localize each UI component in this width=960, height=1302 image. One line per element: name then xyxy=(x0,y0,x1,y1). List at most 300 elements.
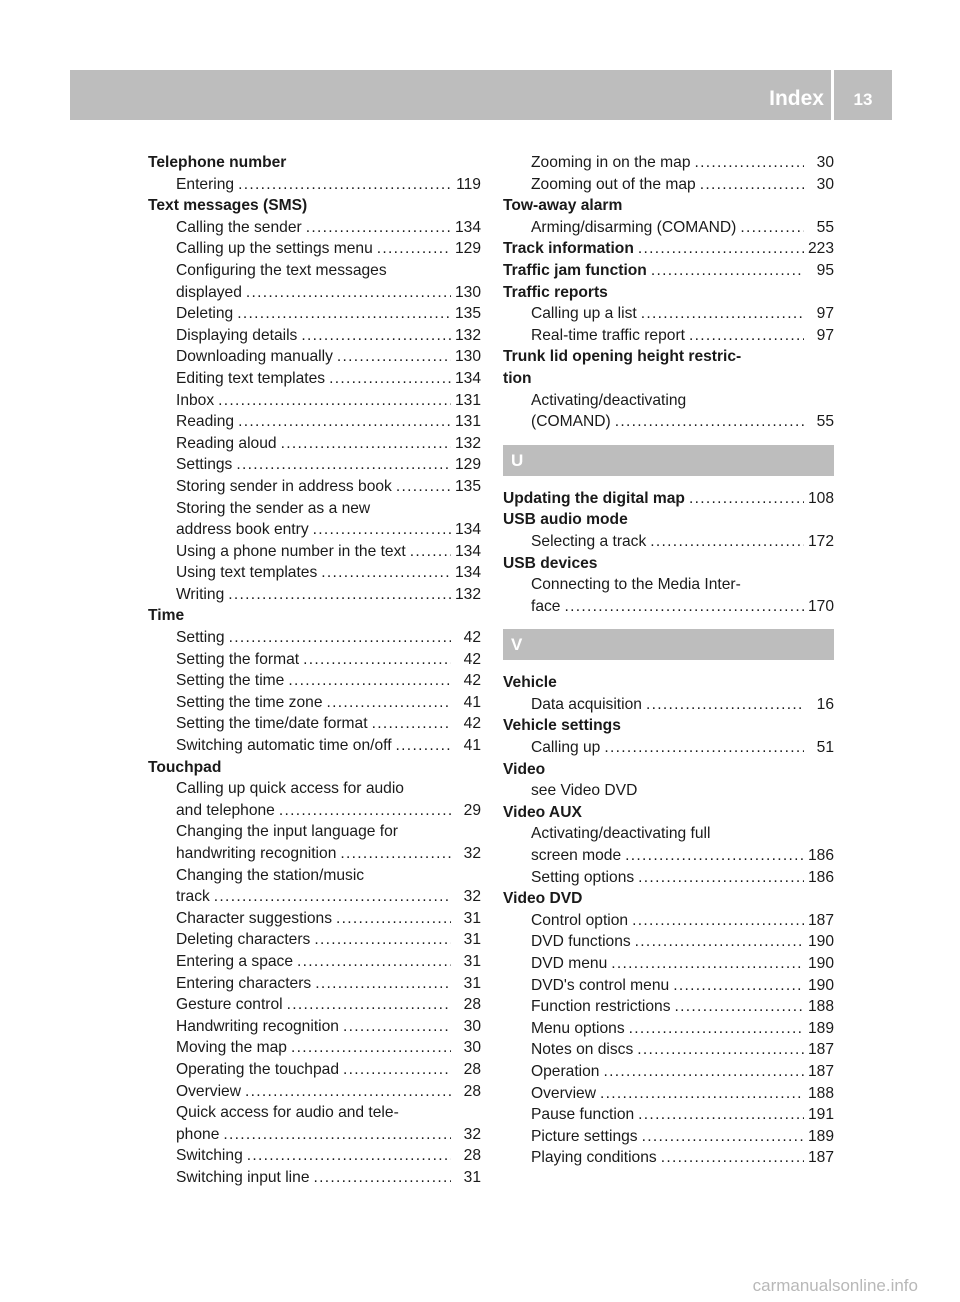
leader-dots xyxy=(313,519,451,541)
index-subentry xyxy=(503,910,834,932)
leader-dots xyxy=(689,325,804,347)
leader-dots xyxy=(611,953,804,975)
leader-dots xyxy=(638,238,804,260)
page-ref: 42 xyxy=(463,650,481,668)
index-entry xyxy=(148,757,481,779)
page-ref: 188 xyxy=(807,998,834,1016)
index-subentry xyxy=(503,217,834,239)
entry-text: (COMAND) xyxy=(531,413,611,431)
index-subentry xyxy=(148,433,481,455)
page-ref: 28 xyxy=(463,996,481,1014)
index-entry xyxy=(503,346,834,368)
entry-text: Entering a space xyxy=(176,952,294,970)
entry-text: Arming/disarming (COMAND) xyxy=(531,218,737,236)
entry-text: face xyxy=(531,597,561,615)
index-subentry xyxy=(148,1081,481,1103)
entry-text: see Video DVD xyxy=(531,782,638,800)
entry-text: Entering characters xyxy=(176,974,312,992)
page-ref: 187 xyxy=(807,1041,834,1059)
page-ref: 134 xyxy=(454,218,481,236)
leader-dots xyxy=(246,282,451,304)
leader-dots xyxy=(638,1104,804,1126)
index-subentry xyxy=(148,778,481,800)
index-subentry xyxy=(148,541,481,563)
leader-dots xyxy=(410,541,451,563)
section-spacer xyxy=(503,660,834,672)
entry-text: screen mode xyxy=(531,847,622,865)
index-subentry xyxy=(148,627,481,649)
leader-dots xyxy=(629,1018,804,1040)
entry-text: Storing the sender as a new xyxy=(176,499,371,517)
index-subentry xyxy=(148,843,481,865)
leader-dots xyxy=(281,433,451,455)
index-subentry xyxy=(148,411,481,433)
index-entry xyxy=(503,195,834,217)
page-ref: 134 xyxy=(454,564,481,582)
index-subentry xyxy=(148,1037,481,1059)
entry-text: Deleting characters xyxy=(176,931,311,949)
index-entry xyxy=(503,759,834,781)
leader-dots xyxy=(600,1083,804,1105)
entry-text: Video xyxy=(503,760,546,778)
entry-text: Switching input line xyxy=(176,1168,310,1186)
page-ref: 28 xyxy=(463,1147,481,1165)
entry-text: Real-time traffic report xyxy=(531,326,685,344)
index-subentry xyxy=(503,174,834,196)
index-entry xyxy=(148,195,481,217)
index-subentry xyxy=(148,800,481,822)
entry-text: Setting options xyxy=(531,868,635,886)
index-column-right xyxy=(503,152,834,1169)
page-ref: 132 xyxy=(454,434,481,452)
entry-text: USB audio mode xyxy=(503,511,628,529)
entry-text: DVD's control menu xyxy=(531,976,670,994)
section-spacer xyxy=(503,433,834,445)
index-subentry xyxy=(503,1039,834,1061)
index-subentry xyxy=(503,1083,834,1105)
page-ref: 30 xyxy=(463,1017,481,1035)
index-entry xyxy=(503,488,834,510)
page-ref: 55 xyxy=(816,218,834,236)
leader-dots xyxy=(615,411,804,433)
leader-dots xyxy=(314,929,451,951)
page-ref: 108 xyxy=(807,489,834,507)
index-subentry xyxy=(148,670,481,692)
section-spacer xyxy=(503,617,834,629)
index-subentry xyxy=(148,260,481,282)
entry-text: Track information xyxy=(503,240,634,258)
page-ref: 55 xyxy=(816,413,834,431)
entry-text: Calling up xyxy=(531,739,601,757)
entry-text: Time xyxy=(148,607,185,625)
entry-text: Character suggestions xyxy=(176,909,333,927)
entry-text: Changing the station/music xyxy=(176,866,365,884)
index-column-left xyxy=(148,152,481,1189)
entry-text: Video DVD xyxy=(503,890,583,908)
page-ref: 30 xyxy=(463,1039,481,1057)
entry-text: Updating the digital map xyxy=(503,489,685,507)
page-ref: 134 xyxy=(454,542,481,560)
entry-text: Data acquisition xyxy=(531,695,642,713)
entry-text: Calling up the settings menu xyxy=(176,240,373,258)
index-entry xyxy=(148,605,481,627)
index-subentry xyxy=(503,303,834,325)
index-subentry xyxy=(148,951,481,973)
page-ref: 134 xyxy=(454,521,481,539)
leader-dots xyxy=(303,649,451,671)
index-subentry xyxy=(148,692,481,714)
page-ref: 188 xyxy=(807,1084,834,1102)
index-subentry xyxy=(148,1167,481,1189)
page-ref: 223 xyxy=(807,240,834,258)
leader-dots xyxy=(301,325,451,347)
page-ref: 32 xyxy=(463,845,481,862)
entry-text: handwriting recognition xyxy=(176,845,337,862)
leader-dots xyxy=(642,1126,804,1148)
entry-text: Traffic reports xyxy=(503,283,608,301)
page-ref: 134 xyxy=(454,369,481,387)
leader-dots xyxy=(238,174,451,196)
entry-text: tion xyxy=(503,369,532,387)
leader-dots xyxy=(327,692,452,714)
page-ref: 130 xyxy=(454,283,481,301)
page-ref: 32 xyxy=(463,1125,481,1143)
entry-text: Vehicle xyxy=(503,674,557,692)
index-subentry xyxy=(148,454,481,476)
index-subentry xyxy=(148,238,481,260)
page-ref: 28 xyxy=(463,1060,481,1078)
entry-text: Telephone number xyxy=(148,154,287,171)
page-ref: 31 xyxy=(463,952,481,970)
leader-dots xyxy=(396,476,451,498)
leader-dots xyxy=(740,217,804,239)
page-ref: 186 xyxy=(807,868,834,886)
index-subentry xyxy=(503,411,834,433)
index-subentry xyxy=(148,562,481,584)
entry-text: Vehicle settings xyxy=(503,717,621,735)
entry-text: Overview xyxy=(176,1082,241,1100)
leader-dots xyxy=(343,1016,451,1038)
entry-text: Overview xyxy=(531,1084,596,1102)
entry-text: DVD functions xyxy=(531,933,631,951)
entry-text: Video AUX xyxy=(503,803,582,821)
leader-dots xyxy=(287,994,451,1016)
index-entry xyxy=(503,238,834,260)
entry-text: Writing xyxy=(176,585,225,603)
index-subentry xyxy=(503,325,834,347)
leader-dots xyxy=(377,238,451,260)
leader-dots xyxy=(689,488,804,510)
index-subentry xyxy=(148,1059,481,1081)
index-entry xyxy=(503,509,834,531)
index-subentry xyxy=(503,694,834,716)
index-subentry xyxy=(148,325,481,347)
entry-text: Moving the map xyxy=(176,1039,287,1057)
page-ref: 190 xyxy=(807,955,834,972)
leader-dots xyxy=(329,368,451,390)
page-ref: 135 xyxy=(454,305,481,323)
index-entry xyxy=(503,553,834,575)
leader-dots xyxy=(247,1145,451,1167)
entry-text: Playing conditions xyxy=(531,1149,657,1167)
index-subentry xyxy=(148,390,481,412)
page-ref: 30 xyxy=(816,175,834,193)
entry-text: Activating/deactivating full xyxy=(531,825,711,843)
entry-text: Switching xyxy=(176,1147,243,1165)
leader-dots xyxy=(229,627,451,649)
leader-dots xyxy=(228,584,451,606)
index-subentry xyxy=(503,1018,834,1040)
index-subentry xyxy=(148,1145,481,1167)
page-ref: 51 xyxy=(816,739,834,757)
index-subentry xyxy=(148,886,481,908)
page-ref: 41 xyxy=(463,693,481,711)
index-subentry xyxy=(148,303,481,325)
index-subentry xyxy=(148,713,481,735)
entry-text: Trunk lid opening height restric- xyxy=(503,348,742,366)
leader-dots xyxy=(372,713,451,735)
page-ref: 190 xyxy=(807,976,834,994)
leader-dots xyxy=(673,975,804,997)
leader-dots xyxy=(321,562,451,584)
leader-dots xyxy=(223,1124,451,1146)
index-subentry xyxy=(148,929,481,951)
index-subentry xyxy=(148,282,481,304)
entry-text: Entering xyxy=(176,175,235,193)
page-ref: 191 xyxy=(807,1106,834,1124)
index-subentry xyxy=(503,1126,834,1148)
page-ref: 187 xyxy=(807,1149,834,1167)
header-title: Index xyxy=(769,87,824,110)
page-ref: 172 xyxy=(807,532,834,550)
entry-text: Text messages (SMS) xyxy=(148,197,308,215)
leader-dots xyxy=(637,1039,804,1061)
entry-text: Activating/deactivating xyxy=(531,391,687,409)
entry-text: Editing text templates xyxy=(176,369,326,387)
index-subentry xyxy=(148,735,481,757)
entry-text: Deleting xyxy=(176,305,234,323)
page-ref: 132 xyxy=(454,585,481,603)
page-ref: 129 xyxy=(454,456,481,474)
leader-dots xyxy=(288,670,451,692)
entry-text: Using text templates xyxy=(176,564,318,582)
index-subentry xyxy=(148,519,481,541)
index-subentry xyxy=(148,821,481,843)
leader-dots xyxy=(700,174,804,196)
section-spacer xyxy=(503,476,834,488)
leader-dots xyxy=(625,845,804,867)
leader-dots xyxy=(237,303,451,325)
index-subentry xyxy=(503,596,834,618)
leader-dots xyxy=(646,694,804,716)
entry-text: track xyxy=(176,888,210,906)
leader-dots xyxy=(635,931,804,953)
page-ref: 189 xyxy=(807,1019,834,1037)
page-ref: 132 xyxy=(454,326,481,344)
leader-dots xyxy=(641,303,804,325)
entry-text: Displaying details xyxy=(176,326,298,344)
entry-text: Changing the input language for xyxy=(176,823,398,841)
leader-dots xyxy=(291,1037,451,1059)
leader-dots xyxy=(651,260,804,282)
index-subentry xyxy=(148,1124,481,1146)
index-subentry xyxy=(148,908,481,930)
page-ref: 41 xyxy=(463,737,481,755)
index-subentry xyxy=(503,1104,834,1126)
entry-text: Zooming out of the map xyxy=(531,175,696,193)
page-ref: 31 xyxy=(463,931,481,949)
entry-text: Setting the time xyxy=(176,672,285,690)
entry-text: Traffic jam function xyxy=(503,261,647,279)
page-ref: 31 xyxy=(463,909,481,927)
page-ref: 130 xyxy=(454,348,481,366)
index-subentry xyxy=(148,1102,481,1124)
index-entry xyxy=(148,152,481,174)
page-ref: 31 xyxy=(463,1168,481,1186)
entry-text: Downloading manually xyxy=(176,348,333,366)
leader-dots xyxy=(396,735,451,757)
entry-text: Configuring the text messages xyxy=(176,261,387,279)
section-header: U xyxy=(503,445,834,476)
entry-text: Calling up quick access for audio xyxy=(176,780,404,798)
entry-text: Switching automatic time on/off xyxy=(176,737,392,755)
leader-dots xyxy=(661,1147,804,1169)
leader-dots xyxy=(236,454,451,476)
entry-text: Using a phone number in the text xyxy=(176,542,406,560)
entry-text: and telephone xyxy=(176,801,275,819)
page-ref: 16 xyxy=(816,695,834,713)
page-ref: 187 xyxy=(807,911,834,929)
entry-text: Setting the time zone xyxy=(176,693,323,711)
leader-dots xyxy=(315,973,451,995)
index-subentry xyxy=(148,346,481,368)
page-ref: 131 xyxy=(454,413,481,431)
page-ref: 28 xyxy=(463,1082,481,1100)
page-ref: 32 xyxy=(463,888,481,906)
entry-text: address book entry xyxy=(176,521,309,539)
entry-text: Handwriting recognition xyxy=(176,1017,339,1035)
index-subentry xyxy=(503,737,834,759)
index-subentry xyxy=(148,217,481,239)
section-header: V xyxy=(503,629,834,660)
index-subentry xyxy=(503,1147,834,1169)
index-subentry xyxy=(148,994,481,1016)
page-ref: 187 xyxy=(807,1062,834,1080)
entry-text: Setting xyxy=(176,629,225,647)
index-subentry xyxy=(148,498,481,520)
index-entry xyxy=(503,672,834,694)
index-entry xyxy=(503,260,834,282)
leader-dots xyxy=(632,910,804,932)
index-subentry xyxy=(148,1016,481,1038)
leader-dots xyxy=(245,1081,451,1103)
entry-text: Menu options xyxy=(531,1019,625,1037)
leader-dots xyxy=(297,951,451,973)
page-ref: 170 xyxy=(807,597,834,615)
entry-text: Reading xyxy=(176,413,235,431)
index-subentry xyxy=(503,574,834,596)
entry-text: Touchpad xyxy=(148,758,222,776)
entry-text: Setting the time/date format xyxy=(176,715,368,733)
index-subentry xyxy=(503,152,834,174)
entry-text: Selecting a track xyxy=(531,532,647,550)
entry-text: Notes on discs xyxy=(531,1041,634,1059)
leader-dots xyxy=(650,531,804,553)
page-ref: 42 xyxy=(463,715,481,733)
index-subentry xyxy=(503,1061,834,1083)
entry-text: Function restrictions xyxy=(531,998,671,1016)
entry-text: Quick access for audio and tele- xyxy=(176,1104,399,1122)
index-subentry xyxy=(148,584,481,606)
entry-text: Pause function xyxy=(531,1106,635,1124)
entry-text: Operation xyxy=(531,1062,600,1080)
entry-text: Setting the format xyxy=(176,650,300,668)
entry-text: Reading aloud xyxy=(176,434,277,452)
index-subentry xyxy=(503,390,834,412)
leader-dots xyxy=(314,1167,452,1189)
index-entry xyxy=(503,715,834,737)
leader-dots xyxy=(343,1059,451,1081)
entry-text: DVD menu xyxy=(531,955,608,972)
entry-text: Connecting to the Media Inter- xyxy=(531,576,741,594)
page-ref: 131 xyxy=(454,391,481,409)
page-ref: 190 xyxy=(807,933,834,951)
entry-text: Tow-away alarm xyxy=(503,197,623,215)
entry-text: Gesture control xyxy=(176,996,283,1014)
header-bar xyxy=(70,70,892,120)
page-ref: 95 xyxy=(816,261,834,279)
leader-dots xyxy=(564,596,803,618)
index-subentry xyxy=(503,823,834,845)
leader-dots xyxy=(214,886,451,908)
leader-dots xyxy=(337,346,451,368)
index-subentry xyxy=(503,975,834,997)
leader-dots xyxy=(638,867,804,889)
entry-text: phone xyxy=(176,1125,220,1143)
index-entry xyxy=(503,282,834,304)
entry-text: Picture settings xyxy=(531,1127,638,1145)
entry-text: Control option xyxy=(531,911,629,929)
page-ref: 135 xyxy=(454,477,481,495)
entry-text: Calling the sender xyxy=(176,218,302,236)
index-subentry xyxy=(503,953,834,975)
leader-dots xyxy=(604,737,804,759)
leader-dots xyxy=(695,152,805,174)
page-ref: 129 xyxy=(454,240,481,258)
watermark: carmanualsonline.info xyxy=(752,1276,918,1295)
page-ref: 29 xyxy=(463,801,481,819)
entry-text: Calling up a list xyxy=(531,305,637,323)
index-subentry xyxy=(503,780,834,802)
page-ref: 30 xyxy=(816,154,834,171)
index-entry xyxy=(503,802,834,824)
leader-dots xyxy=(603,1061,803,1083)
page-ref: 31 xyxy=(463,974,481,992)
index-subentry xyxy=(148,973,481,995)
index-subentry xyxy=(503,996,834,1018)
page-ref: 186 xyxy=(807,847,834,865)
entry-text: Storing sender in address book xyxy=(176,477,392,495)
page-number: 13 xyxy=(853,90,873,109)
index-subentry xyxy=(503,867,834,889)
index-entry xyxy=(503,368,834,390)
index-subentry xyxy=(503,531,834,553)
page-ref: 97 xyxy=(816,305,834,323)
index-subentry xyxy=(503,845,834,867)
page-ref: 189 xyxy=(807,1127,834,1145)
leader-dots xyxy=(340,843,451,865)
leader-dots xyxy=(306,217,451,239)
